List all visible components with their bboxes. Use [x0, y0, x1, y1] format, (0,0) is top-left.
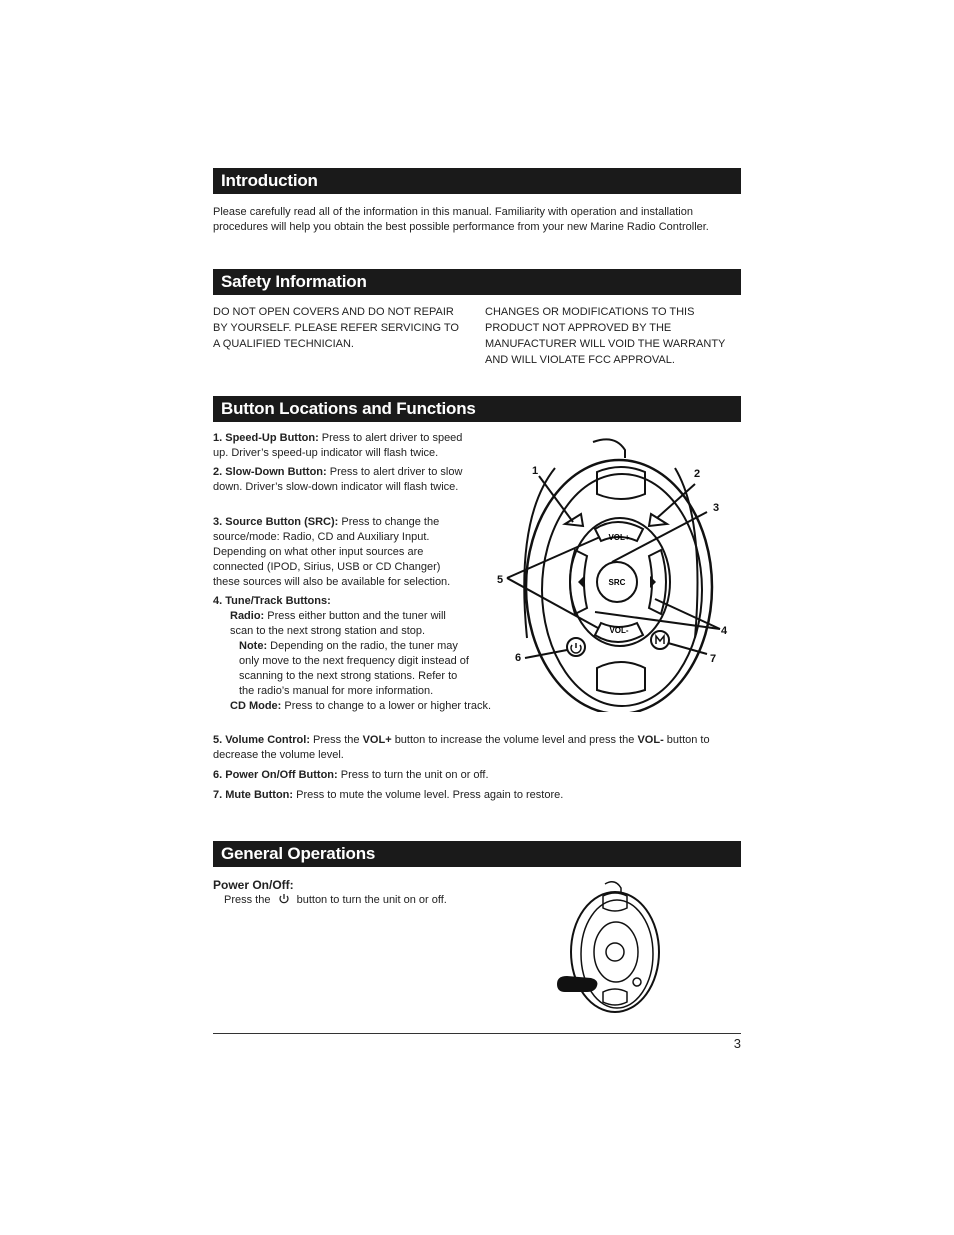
- section-title: Introduction: [221, 171, 318, 190]
- item-label: Slow-Down Button:: [225, 466, 327, 478]
- safety-warning-left: DO NOT OPEN COVERS AND DO NOT REPAIR BY YOURSELF. PLEASE REFER SERVICING TO A QUALIFIED TECHNICIAN.: [213, 306, 459, 350]
- item-text: Press to alert driver to slow down. Driver’s slow-down indicator will flash twice.: [213, 466, 463, 493]
- section-title: Button Locations and Functions: [221, 399, 476, 418]
- mute-button: [633, 978, 641, 986]
- item-text: Press to alert driver to speed up. Driver’s speed-up indicator will flash twice.: [213, 432, 463, 459]
- item-label: Speed-Up Button:: [225, 432, 319, 444]
- dpad-ring: [594, 922, 638, 982]
- callout-2: 2: [694, 468, 701, 480]
- section-title: Safety Information: [221, 272, 367, 291]
- power-instruction: [224, 893, 524, 908]
- remote-hanger: [593, 439, 625, 458]
- item-text: button to increase the volume level and press the: [394, 734, 635, 746]
- section-header-safety: [213, 269, 741, 295]
- item-number: 4.: [213, 595, 223, 607]
- section-title: General Operations: [221, 844, 376, 863]
- note-text: Depending on the radio, the tuner may only move to the next frequency digit instead of scanning to the next strong stations. Refer to the radio’s manual for more information.: [239, 640, 469, 697]
- note-label: Note:: [239, 640, 268, 652]
- callout-6: 6: [515, 652, 522, 664]
- list-item-speed-up: [213, 431, 468, 461]
- section-header-buttons: [213, 396, 741, 422]
- power-heading: Power On/Off:: [213, 878, 294, 892]
- remote-hanger: [605, 882, 621, 892]
- callout-line-6: [525, 650, 567, 658]
- vol-plus-text: VOL+: [608, 533, 630, 542]
- remote-diagram: [495, 432, 735, 712]
- safety-warning-right: CHANGES OR MODIFICATIONS TO THIS PRODUCT NOT APPROVED BY THE MANUFACTURER WILL VOID THE WARRANTY AND WILL VIOLATE FCC APPROVAL.: [485, 306, 726, 366]
- remote-inner-body: [581, 900, 653, 1008]
- item-text: button to decrease the volume level.: [213, 734, 710, 761]
- section-header-general: [213, 841, 741, 867]
- power-icon: [571, 643, 581, 653]
- item-number: 3.: [213, 516, 223, 528]
- item-text: Press the: [313, 734, 360, 746]
- item-number: 6.: [213, 769, 223, 781]
- intro-paragraph: Please carefully read all of the information in this manual. Familiarity with operation and installation procedures will help you obtain the best possible performance from your new Marine Radio Controller.: [213, 206, 709, 233]
- item-label: Power On/Off Button:: [225, 769, 338, 781]
- list-item-slow-down: [213, 465, 468, 495]
- list-item-source: [213, 515, 458, 590]
- item-number: 2.: [213, 466, 223, 478]
- remote-small-illustration: [553, 876, 663, 1016]
- radio-text: Press either button and the tuner will scan to the next strong station and stop.: [230, 610, 446, 637]
- page-number: 3: [733, 1036, 741, 1051]
- item-number: 1.: [213, 432, 223, 444]
- list-item-power: [213, 768, 713, 783]
- list-item-tune-track: [213, 594, 503, 714]
- vol-minus-label: VOL-: [637, 734, 664, 746]
- item-number: 7.: [213, 789, 223, 801]
- remote-bottom-indicator: [603, 989, 627, 1005]
- power-text-a: Press the: [224, 894, 271, 906]
- remote-outer-body: [571, 892, 659, 1012]
- footer-rule: [213, 1033, 741, 1034]
- mute-icon: [656, 636, 664, 644]
- remote-bottom-indicator: [597, 662, 645, 694]
- power-text-b: button to turn the unit on or off.: [296, 894, 447, 906]
- vol-plus-label: VOL+: [362, 734, 392, 746]
- remote-inner-body: [542, 474, 702, 706]
- callout-4: 4: [721, 625, 728, 637]
- item-number: 5.: [213, 734, 223, 746]
- callout-3: 3: [713, 502, 720, 514]
- callout-5: 5: [497, 574, 504, 586]
- cd-mode-text: Press to change to a lower or higher track.: [284, 700, 492, 712]
- radio-label: Radio:: [230, 610, 265, 622]
- item-text: Press to mute the volume level. Press again to restore.: [296, 789, 564, 801]
- src-text: SRC: [608, 578, 626, 587]
- vol-minus-text: VOL-: [609, 626, 629, 635]
- item-label: Mute Button:: [225, 789, 294, 801]
- remote-top-indicator: [597, 467, 645, 499]
- item-label: Source Button (SRC):: [225, 516, 339, 528]
- item-label: Volume Control:: [225, 734, 310, 746]
- callout-1: 1: [532, 465, 539, 477]
- item-text: Press to turn the unit on or off.: [340, 769, 489, 781]
- list-item-volume: [213, 733, 733, 763]
- src-button: [606, 943, 624, 961]
- item-text: Press to change the source/mode: Radio, CD and Auxiliary Input. Depending on what other input sources are connected (IPOD, Sirius, USB or CD Changer) these sources will also be available for selection.: [213, 516, 451, 588]
- callout-line-1: [539, 476, 573, 522]
- cd-mode-label: CD Mode:: [230, 700, 282, 712]
- section-header-introduction: [213, 168, 741, 194]
- left-arrow-icon: [578, 576, 584, 588]
- callout-7: 7: [710, 653, 717, 665]
- list-item-mute: [213, 788, 713, 803]
- item-label: Tune/Track Buttons:: [225, 595, 331, 607]
- right-arrow-icon: [650, 576, 656, 588]
- hand-icon: [557, 976, 597, 992]
- power-icon: [277, 893, 291, 905]
